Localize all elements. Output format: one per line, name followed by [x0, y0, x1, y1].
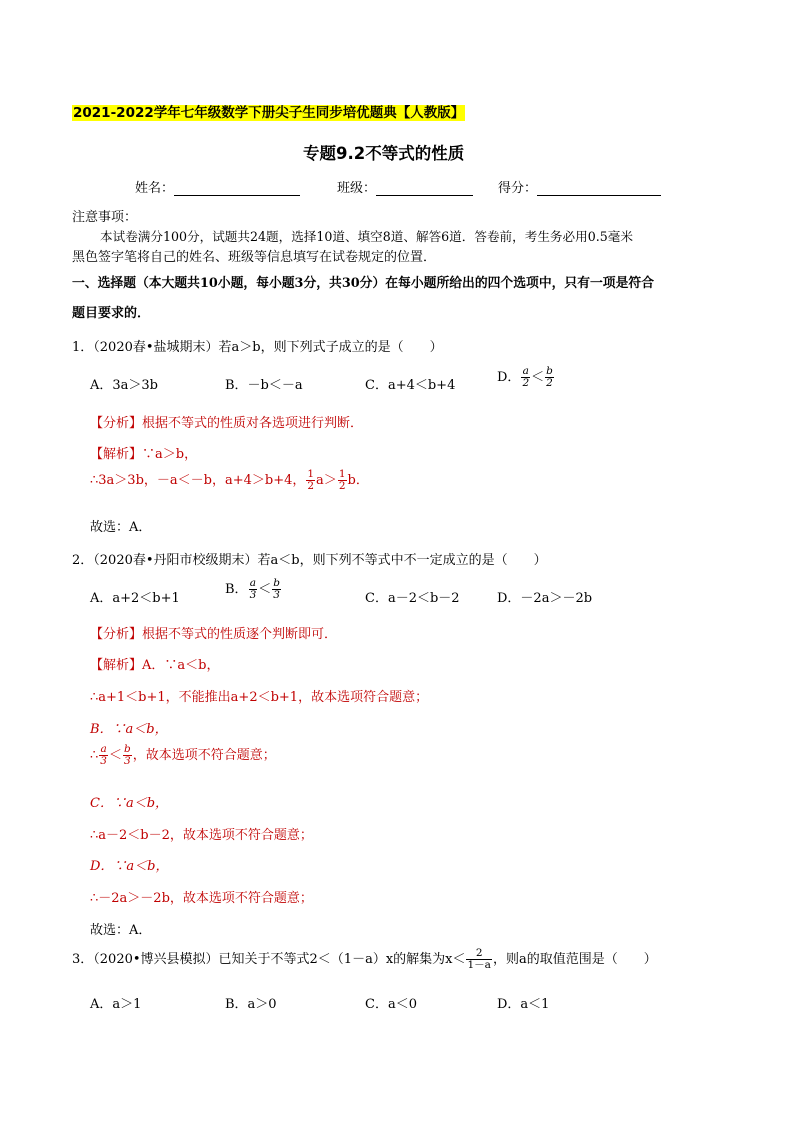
q2-option-d: D．－2a＞－2b	[497, 591, 593, 606]
fraction: $\frac{1}{2}$	[338, 468, 346, 492]
notice-line-2: 黑色签字笔将自己的姓名、班级等信息填写在试卷规定的位置．	[72, 250, 437, 265]
fraction: $\frac{b}{2}$	[546, 365, 553, 389]
class-label: 班级：	[337, 181, 377, 196]
class-field[interactable]	[337, 177, 473, 196]
q3-option-b: B．a＞0	[225, 997, 277, 1012]
q3-option-d: D．a＜1	[497, 997, 550, 1012]
class-underline[interactable]	[376, 181, 473, 196]
q3-option-a: A．a＞1	[90, 997, 142, 1012]
q1-stem: 1．（2020春•盐城期末）若a＞b，则下列式子成立的是（ ）	[72, 340, 443, 355]
section-heading-line-2: 题目要求的．	[72, 306, 151, 321]
q1-option-a: A．3a＞3b	[90, 378, 159, 393]
header-banner: 2021-2022学年七年级数学下册尖子生同步培优题典【人教版】	[73, 105, 465, 121]
q2-stem: 2．（2020春•丹阳市校级期末）若a＜b，则下列不等式中不一定成立的是（ ）	[72, 553, 547, 568]
q2-solution-b: B．∵a＜b，	[90, 722, 168, 737]
notice-heading: 注意事项：	[72, 210, 138, 225]
name-label: 姓名：	[135, 181, 175, 196]
q2-solution-c-step: ∴a－2＜b－2，故本选项不符合题意；	[90, 828, 313, 843]
q3-option-c: C．a＜0	[365, 997, 417, 1012]
name-underline[interactable]	[174, 181, 300, 196]
fraction: $\frac{b}{3}$	[123, 743, 131, 767]
section-heading-line-1: 一、选择题（本大题共10小题，每小题3分，共30分）在每小题所给出的四个选项中，只有一项是符合	[72, 276, 654, 291]
q2-solution-d: D．∵a＜b，	[90, 859, 169, 874]
fraction: $\frac{2}{1-a}$	[467, 947, 491, 971]
q1-step: ∴3a＞3b，－a＜－b，a+4＞b+4， $\frac{1}{2}$ a＞ $\frac{1}{2}$ b．	[90, 468, 369, 492]
q2-solution-a: 【解析】A．∵a＜b，	[90, 658, 220, 673]
page-title: 专题9.2不等式的性质	[303, 144, 465, 163]
q2-solution-a-step: ∴a+1＜b+1，不能推出a+2＜b+1，故本选项符合题意；	[90, 690, 429, 705]
q1-analysis: 【分析】根据不等式的性质对各选项进行判断．	[90, 416, 364, 431]
q2-option-a: A．a+2＜b+1	[90, 591, 180, 606]
q1-option-d: D． $\frac{a}{2}$ ＜ $\frac{b}{2}$	[497, 365, 553, 389]
q2-option-b: B． $\frac{a}{3}$ ＜ $\frac{b}{3}$	[225, 577, 280, 601]
fraction: $\frac{1}{2}$	[307, 468, 315, 492]
q3-stem: 3．（2020•博兴县模拟）已知关于不等式2＜（1－a）x的解集为x＜ $\frac{2}{1-a}$ ，则a的取值范围是（ ）	[72, 947, 657, 971]
q2-solution-d-step: ∴－2a＞－2b，故本选项不符合题意；	[90, 891, 313, 906]
q2-analysis: 【分析】根据不等式的性质逐个判断即可．	[90, 627, 338, 642]
notice-line-1: 本试卷满分100分，试题共24题，选择10道、填空8道、解答6道．答卷前，考生务必用0.5毫米	[100, 229, 633, 244]
fraction: $\frac{a}{2}$	[522, 365, 530, 389]
score-underline[interactable]	[537, 181, 661, 196]
q1-solution: 【解析】∵a＞b，	[90, 447, 198, 462]
q1-answer: 故选：A．	[90, 520, 152, 535]
score-field[interactable]	[498, 177, 661, 196]
fraction: $\frac{a}{3}$	[249, 577, 257, 601]
q2-solution-b-step: ∴ $\frac{a}{3}$ ＜ $\frac{b}{3}$ ，故本选项不符合题意；	[90, 743, 276, 767]
q1-option-c: C．a+4＜b+4	[365, 378, 456, 393]
q2-option-c: C．a－2＜b－2	[365, 591, 460, 606]
q2-solution-c: C．∵a＜b，	[90, 796, 169, 811]
q2-answer: 故选：A．	[90, 923, 152, 938]
q1-option-b: B．－b＜－a	[225, 378, 303, 393]
fraction: $\frac{a}{3}$	[100, 743, 107, 767]
name-field[interactable]	[135, 177, 300, 196]
score-label: 得分：	[498, 181, 538, 196]
fraction: $\frac{b}{3}$	[273, 577, 280, 601]
